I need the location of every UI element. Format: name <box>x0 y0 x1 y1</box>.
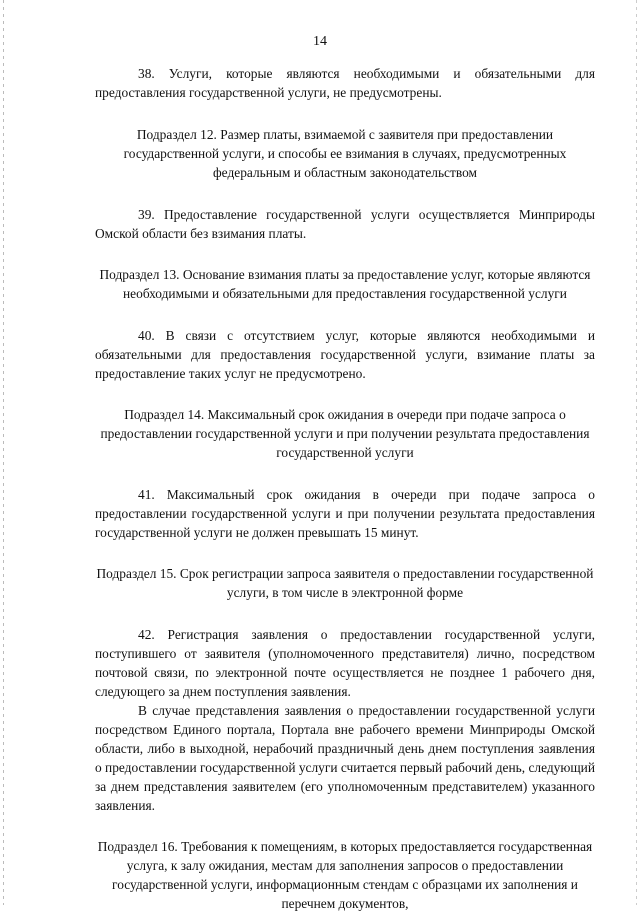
paragraph-41: 41. Максимальный срок ожидания в очереди при подаче запроса о предоставлении государственной услуги и при получении результата предоставления государственной услуги не должен превышать 15 минут. <box>95 487 595 540</box>
paragraph-40: 40. В связи с отсутствием услуг, которые являются необходимыми и обязательными для предоставления государственной услуги, взимание платы за предоставление таких услуг не предусмотрено. <box>95 328 595 381</box>
paragraph-42-continuation: В случае представления заявления о предоставлении государственной услуги посредством Единого портала, Портала вне рабочего времени Минприроды Омской области, либо в выходной, нерабочий праздничный день днем поступления заявления о предоставлении государственной услуги считается первый рабочий день, следующий за днем представления заявителем (его уполномоченным представителем) указанного заявления. <box>95 703 595 813</box>
paragraph-38: 38. Услуги, которые являются необходимыми и обязательными для предоставления государственной услуги, не предусмотрены. <box>95 66 595 100</box>
subsection-15-heading: Подраздел 15. Срок регистрации запроса заявителя о предоставлении государственной услуги, в том числе в электронной форме <box>96 566 594 600</box>
paragraph-42: 42. Регистрация заявления о предоставлении государственной услуги, поступившего от заявителя (уполномоченного представителя) лично, посредством почтовой связи, по электронной почте осуществляется не позднее 1 рабочего дня, следующего за днем поступления заявления. <box>95 627 595 699</box>
subsection-16-heading: Подраздел 16. Требования к помещениям, в которых предоставляется государственная услуга, к залу ожидания, местам для заполнения запросов о предоставлении государственной услуги, информационным стендам с образцами их заполнения и перечнем документов, <box>97 839 593 911</box>
subsection-12-heading: Подраздел 12. Размер платы, взимаемой с заявителя при предоставлении государственной услуги, и способы ее взимания в случаях, предусмотренных федеральным и областным законодательством <box>123 127 567 180</box>
paragraph-39: 39. Предоставление государственной услуги осуществляется Минприроды Омской области без взимания платы. <box>95 207 595 241</box>
page-number: 14 <box>313 34 327 49</box>
document-body <box>95 64 595 913</box>
scan-edge-right <box>636 0 637 905</box>
scan-edge-left <box>3 0 4 905</box>
subsection-14-heading: Подраздел 14. Максимальный срок ожидания в очереди при подаче запроса о предоставлении государственной услуги и при получении результата предоставления государственной услуги <box>100 407 590 460</box>
subsection-13-heading: Подраздел 13. Основание взимания платы за предоставление услуг, которые являются необходимыми и обязательными для предоставления государственной услуги <box>99 267 591 301</box>
